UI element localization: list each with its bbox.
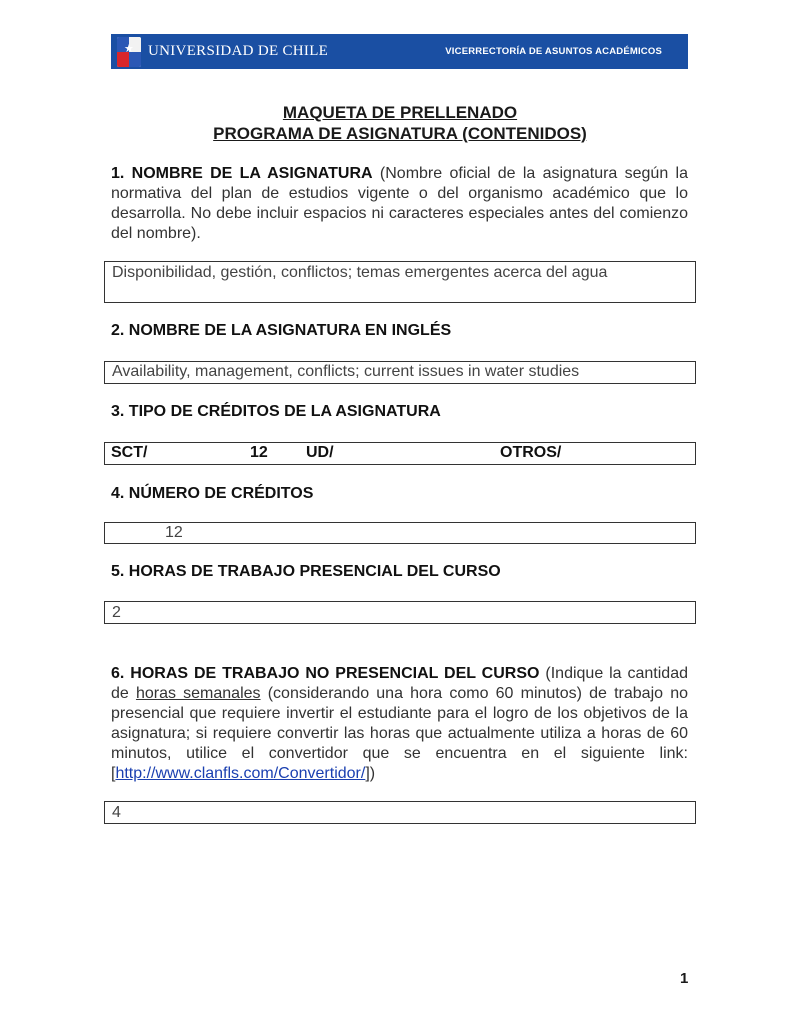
- section6-description-a: (Indique la cantidad de: [111, 665, 688, 702]
- presencial-hours-value: 2: [112, 604, 121, 621]
- section4-field[interactable]: [104, 522, 696, 544]
- sct-label: SCT/: [111, 444, 148, 461]
- section6-description-c: ]): [365, 765, 376, 782]
- sct-value: 12: [250, 444, 268, 461]
- section2-field[interactable]: [104, 361, 696, 384]
- university-seal-icon: ★: [117, 37, 141, 67]
- section1-field[interactable]: [104, 261, 696, 303]
- section1-heading: 1. NOMBRE DE LA ASIGNATURA: [111, 165, 373, 182]
- section6-paragraph: [111, 664, 688, 784]
- vicerrectoria-label: VICERRECTORÍA DE ASUNTOS ACADÉMICOS: [445, 46, 662, 57]
- section1-description: (Nombre oficial de la asignatura según la normativa del plan de estudios vigente o del organismo académico que lo desarrolla. No debe incluir espacios ni caracteres especiales antes del comienzo del nombre).: [111, 165, 689, 242]
- section5-field[interactable]: [104, 601, 696, 624]
- section6-description-underlined: horas semanales: [135, 685, 261, 702]
- document-title-line1: MAQUETA DE PRELLENADO: [282, 103, 518, 122]
- section1-paragraph: [111, 164, 688, 244]
- university-logo: [117, 37, 328, 67]
- non-presencial-hours-value: 4: [112, 804, 121, 821]
- section2-heading: 2. NOMBRE DE LA ASIGNATURA EN INGLÉS: [111, 322, 452, 339]
- ud-label: UD/: [306, 444, 334, 461]
- logo-text: UNIVERSIDAD DE CHILE: [148, 43, 329, 59]
- section6-field[interactable]: [104, 801, 696, 824]
- course-name-english-value: Availability, management, conflicts; current issues in water studies: [112, 363, 580, 380]
- section6-description-b: (considerando una hora como 60 minutos) de trabajo no presencial que requiere invertir el estudiante para el logro de los objetivos de la asignatura; si requiere convertir las horas que actualmente utiliza a horas de 60 minutos, utilice el convertidor que se encuentra en el siguiente link: [: [111, 685, 688, 782]
- course-name-value: Disponibilidad, gestión, conflictos; temas emergentes acerca del agua: [112, 264, 608, 281]
- page-number: 1: [680, 970, 689, 987]
- section5-heading: 5. HORAS DE TRABAJO PRESENCIAL DEL CURSO: [111, 563, 501, 580]
- document-title-line2: PROGRAMA DE ASIGNATURA (CONTENIDOS): [213, 124, 587, 143]
- converter-link[interactable]: http://www.clanfls.com/Convertidor/: [115, 765, 366, 782]
- section6-heading: 6. HORAS DE TRABAJO NO PRESENCIAL DEL CURSO: [111, 665, 540, 682]
- section3-field[interactable]: [104, 442, 696, 465]
- header-banner: [111, 34, 688, 69]
- credits-number-value: 12: [165, 524, 183, 541]
- section3-heading: 3. TIPO DE CRÉDITOS DE LA ASIGNATURA: [111, 403, 441, 420]
- section4-heading: 4. NÚMERO DE CRÉDITOS: [111, 485, 314, 502]
- otros-label: OTROS/: [500, 444, 562, 461]
